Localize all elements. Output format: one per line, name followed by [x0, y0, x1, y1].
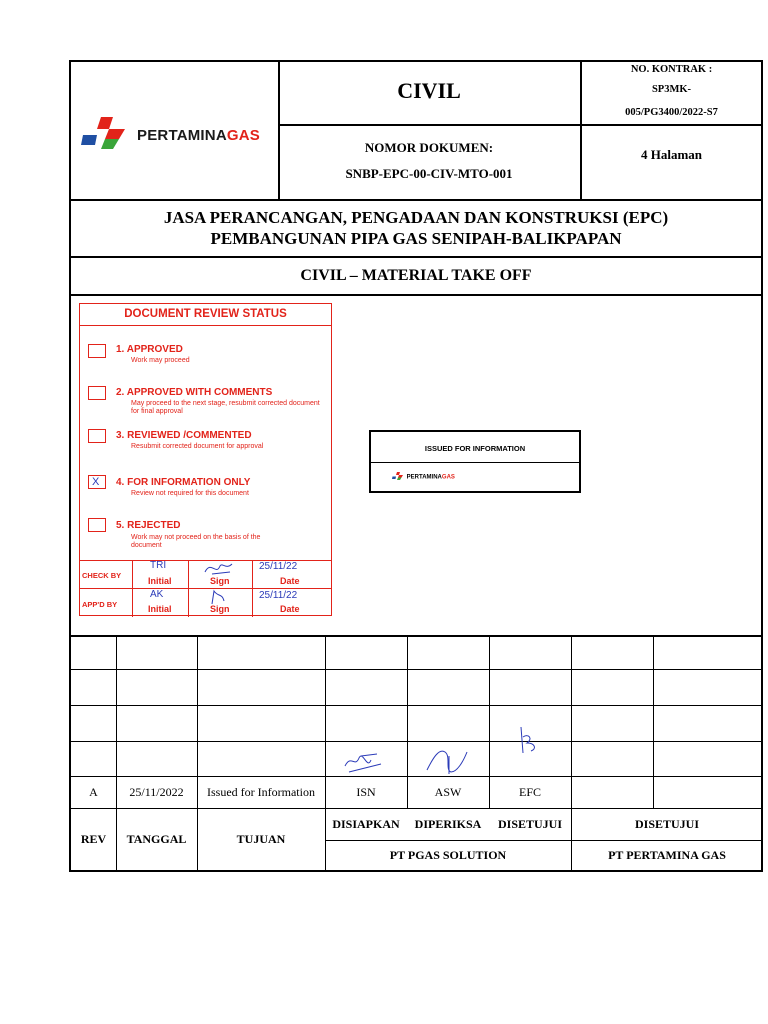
appd-col-sign: Sign [210, 604, 230, 614]
checked-signature [423, 742, 473, 776]
date-label: TANGGAL [126, 832, 187, 846]
header-divider-right [580, 62, 582, 199]
approved-with-comments-note: May proceed to the next stage, resubmit corrected document for final approval [131, 400, 320, 415]
approved-by: EFC [518, 785, 541, 799]
project-title-line1: JASA PERANCANGAN, PENGADAAN DAN KONSTRUKSI (EPC) [163, 208, 669, 227]
revision-purpose: Issued for Information [207, 785, 315, 799]
project-title-line2: PEMBANGUNAN PIPA GAS SENIPAH-BALIKPAPAN [210, 229, 622, 248]
review-stamp-title: DOCUMENT REVIEW STATUS [124, 308, 287, 320]
for-information-only-label: 4. FOR INFORMATION ONLY [116, 477, 251, 488]
check-initial: TRI [150, 560, 167, 571]
reviewed-commented-label: 3. REVIEWED /COMMENTED [116, 430, 252, 441]
issued-logo-icon [391, 472, 405, 482]
contract-label: NO. KONTRAK : [630, 64, 713, 75]
document-review-stamp [79, 303, 332, 616]
for-information-only-note: Review not required for this document [131, 490, 249, 497]
project-bottom-rule [71, 256, 761, 258]
checked-label: DIPERIKSA [414, 817, 482, 831]
check-date: 25/11/22 [259, 561, 298, 572]
issued-stamp-title: ISSUED FOR INFORMATION [424, 444, 526, 453]
revision-table-top-rule [71, 635, 761, 637]
rev-label: REV [80, 832, 107, 846]
approved-label: DISETUJUI [497, 817, 563, 831]
check-col-sign: Sign [210, 576, 230, 586]
header-right-rule [580, 124, 763, 126]
check-col-initial: Initial [148, 576, 172, 586]
appd-signature [204, 589, 230, 605]
header-bottom-rule [71, 199, 761, 201]
company-pgas-solution: PT PGAS SOLUTION [389, 848, 507, 862]
appd-by-label: APP'D BY [82, 600, 118, 609]
contract-number-line1: SP3MK- [651, 84, 692, 95]
document-title: CIVIL – MATERIAL TAKE OFF [300, 267, 532, 284]
prepared-label: DISIAPKAN [332, 817, 400, 831]
revision-code: A [89, 785, 98, 799]
approved2-label: DISETUJUI [634, 817, 700, 831]
approved-note: Work may proceed [131, 357, 190, 364]
approved-label: 1. APPROVED [116, 344, 183, 355]
header-mid-rule [278, 124, 580, 126]
page-count: 4 Halaman [640, 147, 703, 162]
doc-number-label: NOMOR DOKUMEN: [364, 140, 494, 155]
revision-date: 25/11/2022 [129, 785, 184, 799]
reviewed-commented-note: Resubmit corrected document for approval [131, 443, 264, 450]
approved-checkbox [88, 344, 106, 358]
doc-title-bottom-rule [71, 294, 761, 296]
purpose-label: TUJUAN [236, 832, 286, 846]
contract-number-line2: 005/PG3400/2022-S7 [625, 107, 718, 118]
approved-signature [511, 725, 551, 759]
checked-by: ASW [434, 785, 462, 799]
pertamina-gas-logo [79, 117, 279, 157]
doc-number: SNBP-EPC-00-CIV-MTO-001 [345, 166, 513, 181]
logo-wordmark: PERTAMINAGAS [137, 127, 260, 144]
rejected-note: Work may not proceed on the basis of the document [131, 534, 261, 549]
company-pertamina-gas: PT PERTAMINA GAS [608, 848, 726, 862]
for-information-check-mark: X [92, 476, 100, 488]
prepared-signature [341, 746, 391, 776]
reviewed-commented-checkbox [88, 429, 106, 443]
section-title: CIVIL [397, 78, 461, 103]
pertamina-logo-icon [79, 117, 131, 157]
check-col-date: Date [280, 576, 300, 586]
document-sheet [69, 60, 763, 872]
check-signature [202, 560, 236, 578]
appd-col-date: Date [280, 604, 300, 614]
prepared-by: ISN [356, 785, 376, 799]
issued-for-information-stamp [369, 430, 581, 493]
approved-with-comments-label: 2. APPROVED WITH COMMENTS [116, 387, 273, 398]
approved-with-comments-checkbox [88, 386, 106, 400]
check-by-label: CHECK BY [82, 571, 122, 580]
rejected-label: 5. REJECTED [116, 520, 181, 531]
appd-initial: AK [150, 589, 164, 600]
rejected-checkbox [88, 518, 106, 532]
issued-stamp-logo: PERTAMINAGAS [391, 472, 455, 482]
appd-col-initial: Initial [148, 604, 172, 614]
appd-date: 25/11/22 [259, 590, 298, 601]
